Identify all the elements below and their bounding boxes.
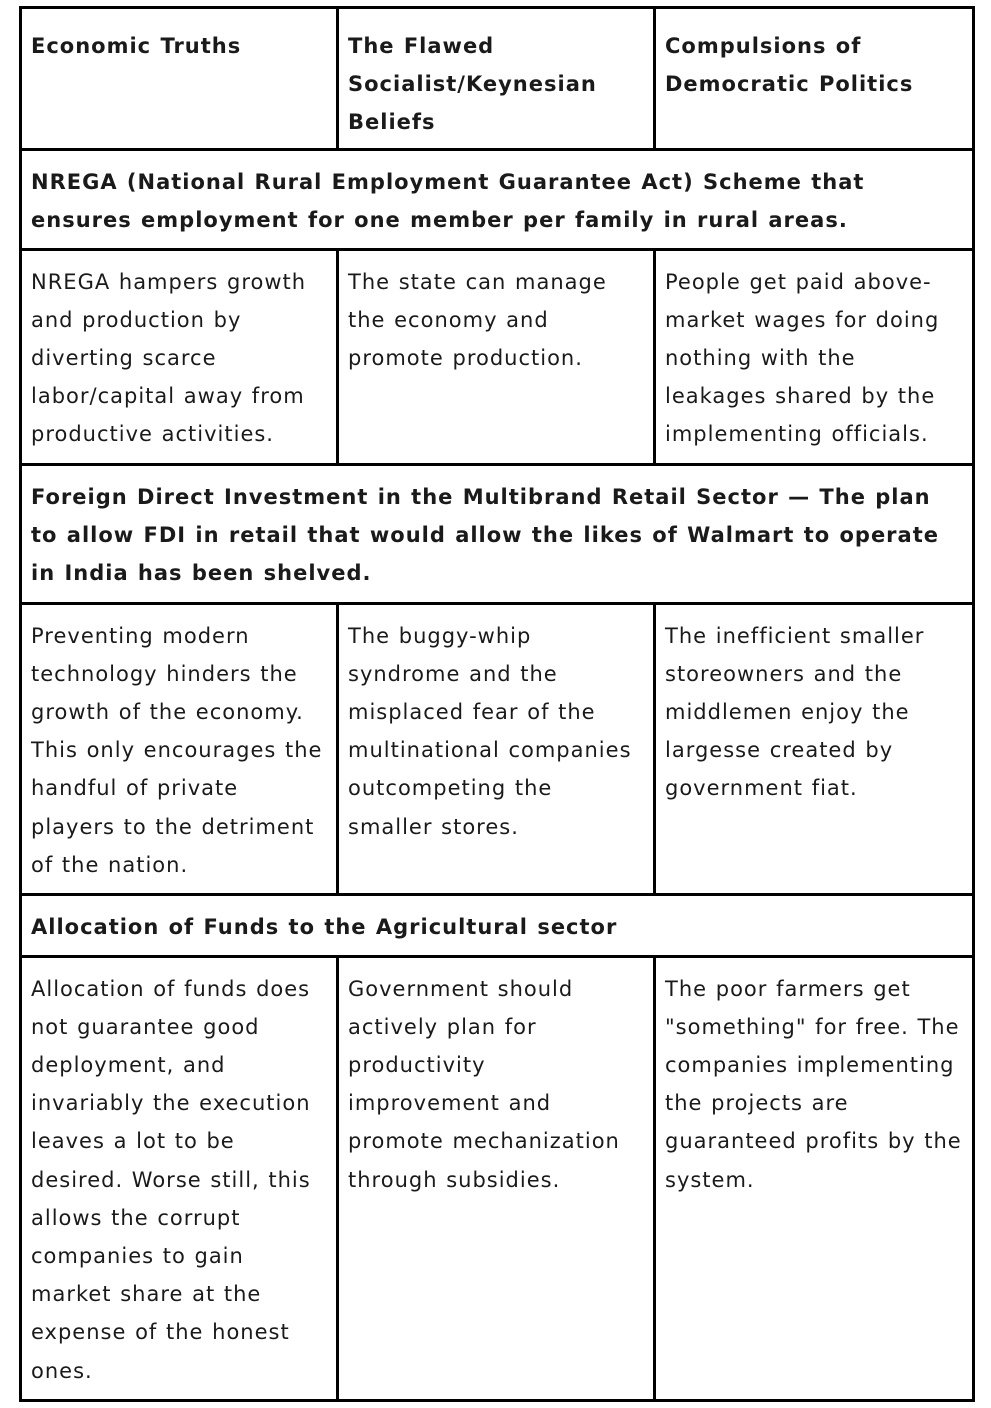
cell-text: Government should actively plan for productivity improvement and promote mechanization through subsidies. xyxy=(348,976,620,1192)
table-row xyxy=(21,956,974,1400)
section-row-fdi xyxy=(21,464,974,603)
table-row xyxy=(21,249,974,464)
section-title: Allocation of Funds to the Agricultural sector xyxy=(31,914,618,939)
cell-text: The inefficient smaller storeowners and the middlemen enjoy the largesse created by government fiat. xyxy=(665,623,925,801)
comparison-table xyxy=(19,6,975,1402)
header-democratic-politics xyxy=(655,8,974,150)
section-row-agriculture xyxy=(21,894,974,956)
section-title: Foreign Direct Investment in the Multibrand Retail Sector — The plan to allow FDI in retail that would allow the likes of Walmart to operate in India has been shelved. xyxy=(31,484,939,586)
header-row xyxy=(21,8,974,150)
cell-economic-truth xyxy=(21,956,338,1400)
cell-text: The state can manage the economy and promote production. xyxy=(348,269,607,371)
section-title-nrega xyxy=(21,149,974,249)
header-label: Compulsions of Democratic Politics xyxy=(665,34,914,97)
section-title-agriculture xyxy=(21,894,974,956)
cell-economic-truth xyxy=(21,603,338,894)
cell-political-compulsion xyxy=(655,603,974,894)
cell-flawed-belief xyxy=(338,603,655,894)
cell-political-compulsion xyxy=(655,956,974,1400)
cell-flawed-belief xyxy=(338,249,655,464)
cell-text: Preventing modern technology hinders the growth of the economy. This only encourages the handful of private players to the detriment of the nation. xyxy=(31,623,323,877)
header-label: Economic Truths xyxy=(31,34,242,58)
header-label: The Flawed Socialist/Keynesian Beliefs xyxy=(348,34,597,135)
section-row-nrega xyxy=(21,149,974,249)
table-row xyxy=(21,603,974,894)
cell-text: Allocation of funds does not guarantee good deployment, and invariably the execution leaves a lot to be desired. Worse still, this allows the corrupt companies to gain market share at the expense of the honest ones. xyxy=(31,976,311,1383)
header-flawed-beliefs xyxy=(338,8,655,150)
cell-political-compulsion xyxy=(655,249,974,464)
section-title-fdi xyxy=(21,464,974,603)
cell-text: The buggy-whip syndrome and the misplaced fear of the multinational companies outcompeting the smaller stores. xyxy=(348,623,632,839)
cell-flawed-belief xyxy=(338,956,655,1400)
cell-text: The poor farmers get "something" for free. The companies implementing the projects are guaranteed profits by the system. xyxy=(665,976,962,1192)
cell-economic-truth xyxy=(21,249,338,464)
section-title: NREGA (National Rural Employment Guarantee Act) Scheme that ensures employment for one member per family in rural areas. xyxy=(31,169,865,232)
header-economic-truths xyxy=(21,8,338,150)
cell-text: NREGA hampers growth and production by diverting scarce labor/capital away from productive activities. xyxy=(31,269,307,447)
cell-text: People get paid above-market wages for doing nothing with the leakages shared by the implementing officials. xyxy=(665,269,940,447)
